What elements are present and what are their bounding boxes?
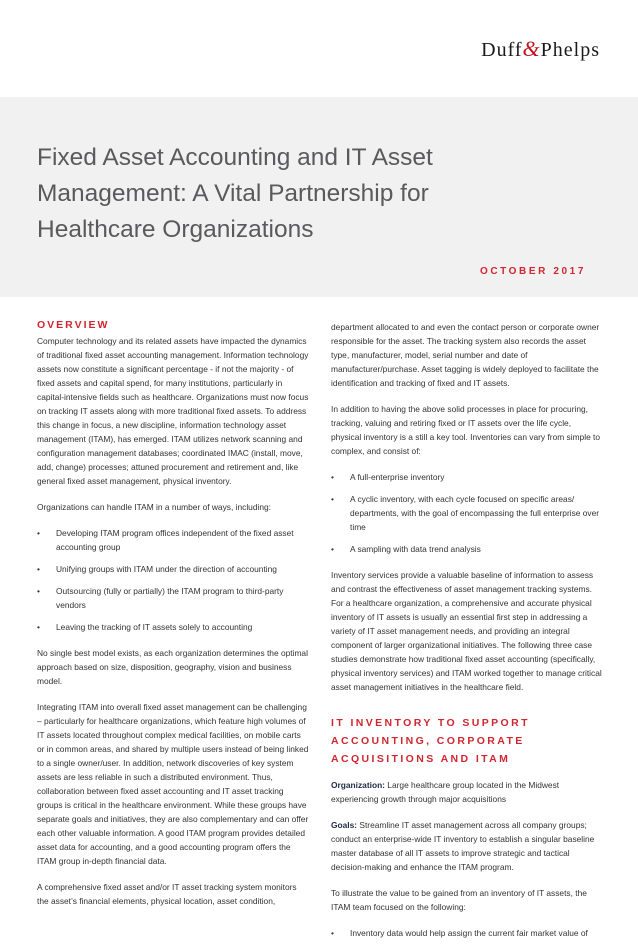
overview-paragraph-1: Computer technology and its related assets have impacted the dynamics of traditional fixed asset accounting management. Information technology assets now constitute a significant percentage - if not the majority - of fixed assets and capital spend, for many institutions, particularly in capital-intensive fields such as healthcare. Organizations must now focus on tracking IT assets along with more traditional fixed assets. To address this change in focus, a new discipline, information technology asset management (ITAM), has emerged. ITAM utilizes network scanning and configuration management databases; coordinated IMAC (install, move, add, change) processes; attuned procurement and retirement and, like general fixed asset management, physical inventory. [37,336,309,486]
organization-text: Large healthcare group located in the Midwest experiencing growth through major acquisitions [331,780,560,804]
body-paragraph-3: Inventory services provide a valuable baseline of information to assess and contrast the effectiveness of asset management tracking systems. For a healthcare organization, a comprehensive and accurate physical inventory of IT assets is usually an essential first step in addressing a variety of IT asset management needs, and providing an integral component of larger organizational initiatives. The following three case studies demonstrate how traditional fixed asset accounting (specifically, physical inventory services) and ITAM worked together to manage critical asset management initiatives in the healthcare field. [331,570,602,692]
goals-text: Streamline IT asset management across all company groups; conduct an enterprise-wide IT inventory to establish a singular baseline master database of all IT assets to improve strategic and tactical decision-making and enhance the ITAM program. [331,820,595,872]
overview-paragraph-5: A comprehensive fixed asset and/or IT asset tracking system monitors the asset’s financial elements, physical location, asset condition, [37,882,297,906]
overview-paragraph-2: Organizations can handle ITAM in a number of ways, including: [37,502,271,512]
logo-text-right: Phelps [540,39,600,61]
body-paragraph-2: In addition to having the above solid processes in place for procuring, tracking, valuing and retiring fixed or IT assets over the life cycle, physical inventory is a still a key tool. Inventories can vary from simple to complex, and consist of: [331,404,601,456]
list-item: • Developing ITAM program offices independent of the fixed asset accounting group [37,526,309,554]
list-item: • A sampling with data trend analysis [331,542,603,556]
duff-phelps-logo [481,36,600,62]
body-paragraph-1: department allocated to and even the contact person or corporate owner responsible for the asset. The tracking system also records the asset type, manufacturer, model, serial number and date of manufacturer/purchase. Asset tagging is widely deployed to facilitate the identification and tracking of fixed and IT assets. [331,322,600,388]
overview-heading: OVERVIEW [37,319,110,331]
list-item: • Outsourcing (fully or partially) the ITAM program to third-party vendors [37,584,309,612]
case-study-heading: IT INVENTORY TO SUPPORT ACCOUNTING, CORPORATE ACQUISITIONS AND ITAM [331,717,530,765]
logo-text-left: Duff [481,39,523,61]
body-paragraph-4: To illustrate the value to be gained from an inventory of IT assets, the ITAM team focused on the following: [331,888,587,912]
inventory-types-list [331,470,603,556]
overview-paragraph-3: No single best model exists, as each organization determines the optimal approach based on size, disposition, geography, vision and business model. [37,648,308,686]
organization-label: Organization: [331,780,385,790]
overview-paragraph-4: Integrating ITAM into overall fixed asset management can be challenging – particularly for healthcare organizations, which feature high volumes of IT assets located throughout complex medical facilities, on mobile carts or in common areas, and shared by multiple users instead of being linked to a single owner/user. In addition, network discoveries of key system assets are less reliable in such a distributed environment. Thus, collaboration between fixed asset accounting and IT asset tracking groups is critical in the healthcare environment. While these groups have separate goals and initiatives, they are also complementary and can offer each other valuable information. A good ITAM program provides detailed asset data for accounting, and a good accounting program offers the ITAM group in-depth financial data. [37,702,309,866]
publication-date: OCTOBER 2017 [479,266,586,277]
itam-focus-list [331,926,603,940]
itam-approaches-list [37,526,309,634]
list-item: • A full-enterprise inventory [331,470,603,484]
right-column [331,320,603,952]
organization-paragraph [331,778,603,806]
list-item: • Unifying groups with ITAM under the direction of accounting [37,562,309,576]
list-item: • A cyclic inventory, with each cycle focused on specific areas/ departments, with the goal of encompassing the full enterprise over time [331,492,603,534]
list-item: • Inventory data would help assign the current fair market value of [331,926,603,940]
logo-ampersand: & [522,36,541,61]
document-title: Fixed Asset Accounting and IT Asset Management: A Vital Partnership for Healthcare Organizations [37,144,433,243]
goals-paragraph [331,818,603,874]
left-column [37,318,309,920]
goals-label: Goals: [331,820,358,830]
list-item: • Leaving the tracking of IT assets solely to accounting [37,620,309,634]
